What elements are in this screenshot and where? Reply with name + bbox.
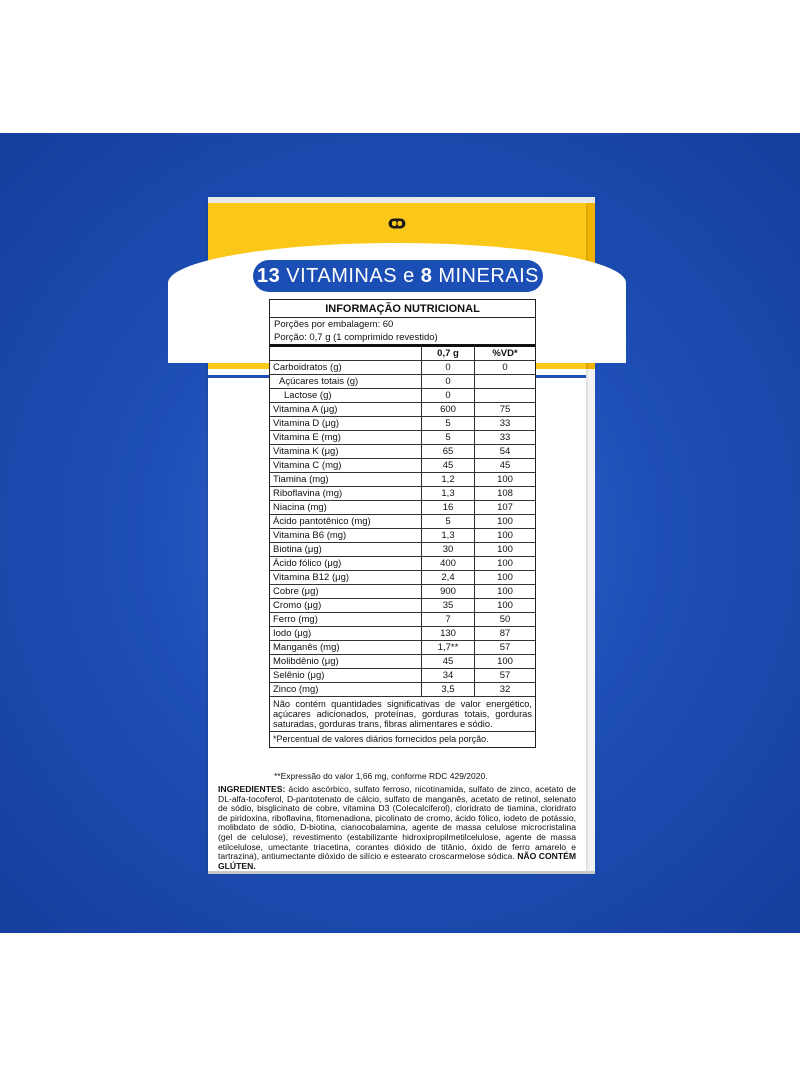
nutrient-amount: 30	[422, 543, 475, 557]
serving-size: Porção: 0,7 g (1 comprimido revestido)	[274, 332, 438, 343]
nutrition-row	[270, 641, 535, 655]
nutrient-dv	[475, 375, 536, 389]
product-box	[208, 197, 595, 873]
header-amount: 0,7 g	[422, 347, 475, 361]
nutrient-dv: 75	[475, 403, 536, 417]
nutrient-name: Vitamina E (mg)	[270, 431, 422, 445]
nutrition-row	[270, 683, 535, 697]
header-blank	[270, 347, 422, 361]
nutrient-amount: 3,5	[422, 683, 475, 697]
nutrient-amount: 45	[422, 655, 475, 669]
nutrient-dv: 32	[475, 683, 536, 697]
nutrient-dv: 100	[475, 515, 536, 529]
nutrient-name: Molibdênio (μg)	[270, 655, 422, 669]
nutrient-amount: 130	[422, 627, 475, 641]
nutrition-row	[270, 389, 535, 403]
nutrient-name: Niacina (mg)	[270, 501, 422, 515]
nutrient-dv: 108	[475, 487, 536, 501]
nutrient-name: Ácido pantotênico (mg)	[270, 515, 422, 529]
nutrition-row	[270, 529, 535, 543]
title-word-minerals: MINERAIS	[438, 264, 539, 287]
nutrient-dv	[475, 389, 536, 403]
nutrient-dv: 45	[475, 459, 536, 473]
nutrition-row	[270, 557, 535, 571]
title-num-minerals: 8	[420, 264, 433, 287]
nutrient-dv: 100	[475, 543, 536, 557]
header-dv: %VD*	[475, 347, 536, 361]
nutrient-name: Vitamina B6 (mg)	[270, 529, 422, 543]
nutrient-name: Vitamina C (mg)	[270, 459, 422, 473]
nutrition-facts-panel	[269, 299, 536, 748]
title-banner	[253, 260, 543, 292]
nutrition-row	[270, 487, 535, 501]
nutrient-dv: 54	[475, 445, 536, 459]
nutrient-name: Carboidratos (g)	[270, 361, 422, 375]
nutrition-row	[270, 515, 535, 529]
nutrition-header-row	[270, 347, 535, 361]
box-front-panel	[208, 203, 586, 871]
nutrition-row	[270, 375, 535, 389]
gluten-statement: NÃO CONTÉM GLÚTEN.	[218, 851, 576, 871]
servings-per-package: Porções por embalagem: 60	[274, 319, 394, 330]
dv-note: *Percentual de valores diários fornecidos pela porção.	[270, 731, 535, 747]
nutrient-amount: 5	[422, 417, 475, 431]
ingredients-label: INGREDIENTES:	[218, 784, 286, 794]
nutrition-row	[270, 501, 535, 515]
nutrition-table	[270, 347, 535, 696]
nutrient-dv: 87	[475, 627, 536, 641]
nutrient-dv: 100	[475, 473, 536, 487]
ingredients-list: ácido ascórbico, sulfato ferroso, nicotinamida, sulfato de zinco, acetato de DL-alfa-tocoferol, D-pantotenato de cálcio, sulfato de manganês, acetato de retinol, selenato de sódio, bisglicinato de cobre, vitamina D3 (Colecalciferol), cloridrato de tiamina, cloridrato de piridoxina, riboflavina, fitomenadiona, picolinato de cromo, ácido fólico, iodeto de potássio, molibdato de sódio, D-biotina, cianocobalamina, agente de massa celulose microcristalina (gel de celulose), revestimento (estabilizante hidroxipropilmetilcelulose, agente de massa etilcelulose, umectante triacetina, corantes dióxido de titânio, óxido de ferro amarelo e tartrazina), antiumectante dióxido de silício e estearato croscarmelose sódica.	[218, 784, 577, 862]
nutrient-name: Ácido fólico (μg)	[270, 557, 422, 571]
nutrient-dv: 100	[475, 599, 536, 613]
nutrient-dv: 100	[475, 655, 536, 669]
nutrition-row	[270, 431, 535, 445]
nutrient-amount: 400	[422, 557, 475, 571]
nutrient-dv: 57	[475, 669, 536, 683]
nutrient-name: Ferro (mg)	[270, 613, 422, 627]
nutrient-name: Zinco (mg)	[270, 683, 422, 697]
nutrient-name: Vitamina D (μg)	[270, 417, 422, 431]
nutrient-dv: 57	[475, 641, 536, 655]
nutrient-amount: 35	[422, 599, 475, 613]
nutrition-row	[270, 417, 535, 431]
nutrient-amount: 7	[422, 613, 475, 627]
nutrient-amount: 600	[422, 403, 475, 417]
expression-note: **Expressão do valor 1,66 mg, conforme RDC 429/2020.	[274, 771, 488, 781]
nutrition-row	[270, 599, 535, 613]
nutrient-amount: 5	[422, 431, 475, 445]
nutrient-dv: 100	[475, 557, 536, 571]
nutrient-name: Biotina (μg)	[270, 543, 422, 557]
nutrient-amount: 900	[422, 585, 475, 599]
box-bottom-edge	[208, 871, 595, 874]
nutrient-dv: 50	[475, 613, 536, 627]
nutrient-amount: 0	[422, 389, 475, 403]
nutrient-dv: 107	[475, 501, 536, 515]
nutrition-row	[270, 361, 535, 375]
nutrition-row	[270, 459, 535, 473]
nutrient-name: Cobre (μg)	[270, 585, 422, 599]
nutrient-name: Vitamina B12 (μg)	[270, 571, 422, 585]
nutrition-footnote: Não contém quantidades significativas de valor energético, açúcares adicionados, proteínas, gorduras totais, gorduras saturadas, gorduras trans, fibras alimentares e sódio.	[270, 696, 535, 731]
title-num-vitamins: 13	[257, 264, 281, 287]
nutrient-name: Iodo (μg)	[270, 627, 422, 641]
nutrient-name: Vitamina A (μg)	[270, 403, 422, 417]
nutrient-amount: 45	[422, 459, 475, 473]
nutrient-name: Riboflavina (mg)	[270, 487, 422, 501]
nutrient-name: Manganês (mg)	[270, 641, 422, 655]
nutrient-dv: 100	[475, 585, 536, 599]
nutrient-amount: 2,4	[422, 571, 475, 585]
nutrient-dv: 100	[475, 571, 536, 585]
nutrient-amount: 5	[422, 515, 475, 529]
nutrition-title: INFORMAÇÃO NUTRICIONAL	[270, 300, 535, 318]
nutrient-dv: 33	[475, 417, 536, 431]
title-word-vitamins: VITAMINAS	[286, 264, 398, 287]
nutrient-name: Tiamina (mg)	[270, 473, 422, 487]
nutrient-amount: 0	[422, 361, 475, 375]
nutrition-row	[270, 669, 535, 683]
nutrient-amount: 65	[422, 445, 475, 459]
capsule-logo-icon	[388, 218, 406, 229]
nutrition-row	[270, 543, 535, 557]
nutrition-row	[270, 655, 535, 669]
nutrient-amount: 1,3	[422, 487, 475, 501]
nutrient-amount: 16	[422, 501, 475, 515]
nutrient-amount: 34	[422, 669, 475, 683]
nutrient-name: Selênio (μg)	[270, 669, 422, 683]
nutrition-row	[270, 571, 535, 585]
nutrition-row	[270, 627, 535, 641]
nutrient-amount: 1,7**	[422, 641, 475, 655]
nutrient-amount: 1,2	[422, 473, 475, 487]
nutrient-name: Cromo (μg)	[270, 599, 422, 613]
ingredients-text	[218, 785, 576, 871]
nutrient-dv: 0	[475, 361, 536, 375]
nutrient-amount: 0	[422, 375, 475, 389]
nutrient-name: Lactose (g)	[270, 389, 422, 403]
nutrient-dv: 100	[475, 529, 536, 543]
nutrient-name: Açúcares totais (g)	[270, 375, 422, 389]
nutrition-row	[270, 445, 535, 459]
nutrition-row	[270, 403, 535, 417]
nutrient-name: Vitamina K (μg)	[270, 445, 422, 459]
nutrition-row	[270, 473, 535, 487]
nutrition-row	[270, 613, 535, 627]
nutrient-dv: 33	[475, 431, 536, 445]
title-conjunction: e	[403, 264, 415, 287]
nutrition-row	[270, 585, 535, 599]
nutrient-amount: 1,3	[422, 529, 475, 543]
